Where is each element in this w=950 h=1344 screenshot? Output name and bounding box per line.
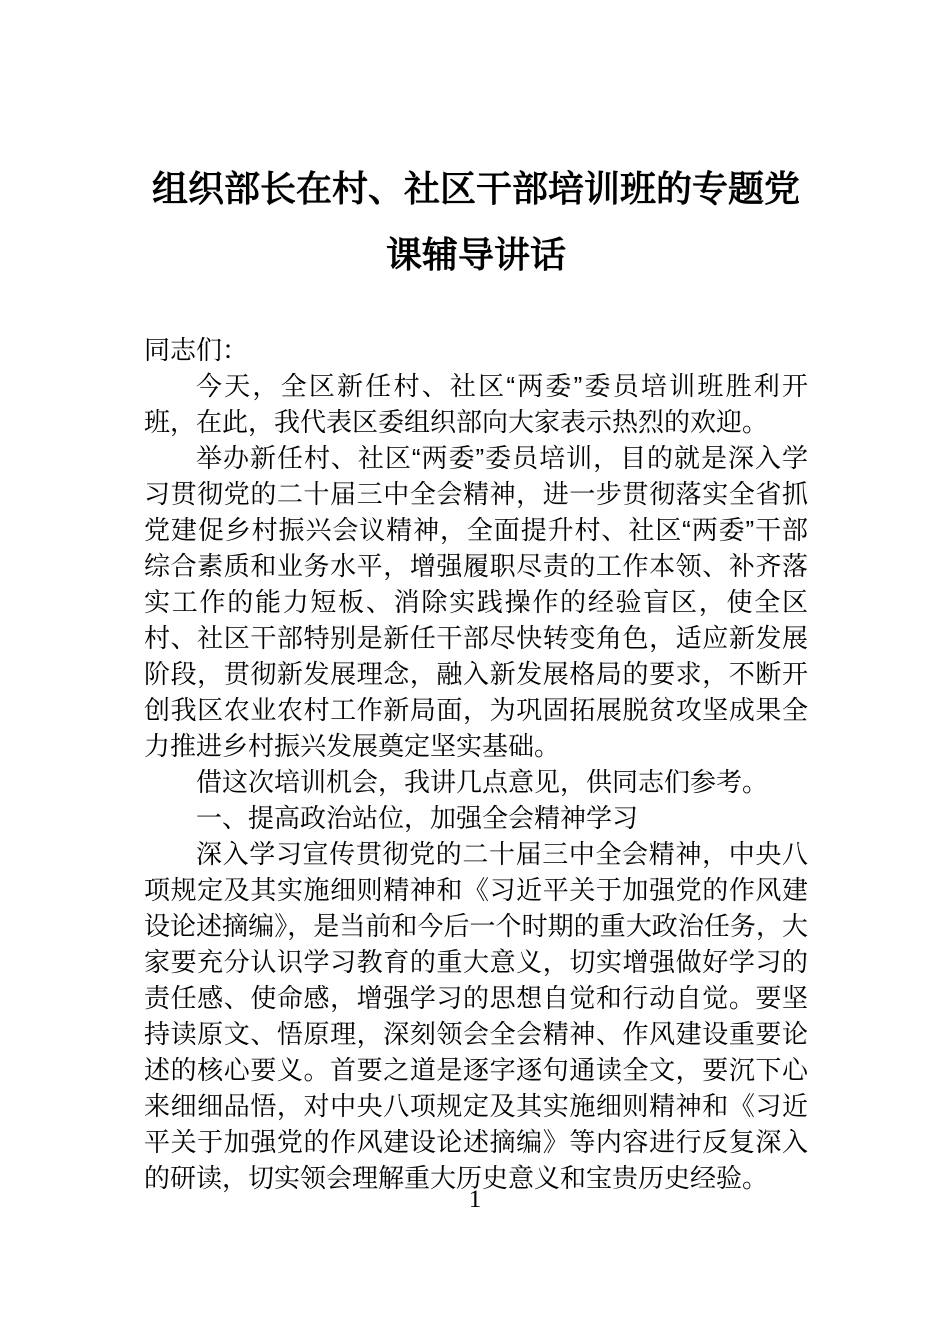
section-heading: 一、提高政治站位，加强全会精神学习	[196, 803, 639, 833]
page-number: 1	[468, 1186, 482, 1213]
paragraph: 今天，全区新任村、社区“两委”委员培训班胜利开班，在此，我代表区委组织部向大家表示热烈的欢迎。	[144, 371, 808, 437]
paragraph: 借这次培训机会，我讲几点意见，供同志们参考。	[196, 767, 769, 797]
salutation: 同志们：	[144, 335, 249, 365]
document-content	[144, 156, 808, 1196]
paragraph: 深入学习宣传贯彻党的二十届三中全会精神，中央八项规定及其实施细则精神和《习近平关于加强党的作风建设论述摘编》，是当前和今后一个时期的重大政治任务，大家要充分认识学习教育的重大意义，切实增强做好学习的责任感、使命感，增强学习的思想自觉和行动自觉。要坚持读原文、悟原理，深刻领会全会精神、作风建设重要论述的核心要义。首要之道是逐字逐句通读全文，要沉下心来细细品悟，对中央八项规定及其实施细则精神和《习近平关于加强党的作风建设论述摘编》等内容进行反复深入的研读，切实领会理解重大历史意义和宝贵历史经验。	[144, 839, 808, 1193]
paragraph: 举办新任村、社区“两委”委员培训，目的就是深入学习贯彻党的二十届三中全会精神，进一步贯彻落实全省抓党建促乡村振兴会议精神，全面提升村、社区“两委”干部综合素质和业务水平，增强履职尽责的工作本领、补齐落实工作的能力短板、消除实践操作的经验盲区，使全区村、社区干部特别是新任干部尽快转变角色，适应新发展阶段，贯彻新发展理念，融入新发展格局的要求，不断开创我区农业农村工作新局面，为巩固拓展脱贫攻坚成果全力推进乡村振兴发展奠定坚实基础。	[144, 443, 808, 761]
document-title: 组织部长在村、社区干部培训班的专题党课辅导讲话	[151, 168, 800, 275]
document-body	[144, 332, 808, 1196]
